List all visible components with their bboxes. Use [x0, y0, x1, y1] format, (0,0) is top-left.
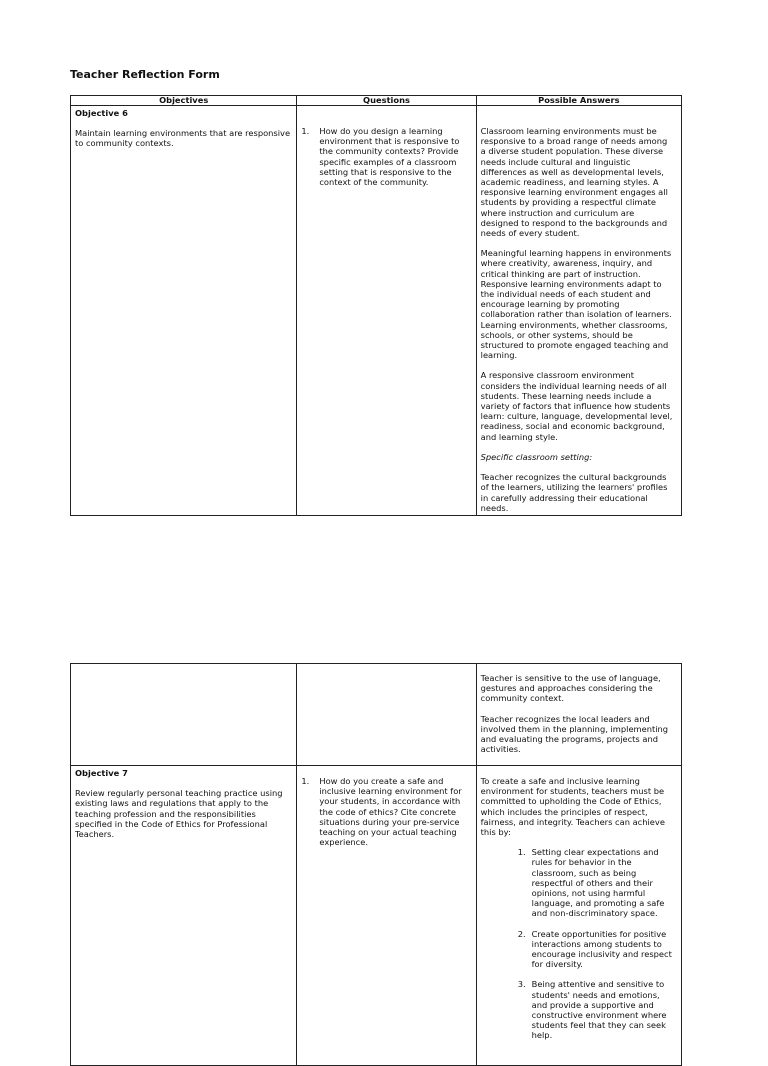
header-row: [71, 96, 682, 106]
question-text: How do you create a safe and inclusive learning environment for your students, in accordance with the code of ethics? Cite concrete situations during your pre-service teaching on your actual teaching experience.: [319, 776, 462, 848]
answer-paragraph: Teacher recognizes the local leaders and involved them in the planning, implementing and evaluating the programs, projects and activities.: [480, 713, 669, 755]
objective-7-cell: [71, 766, 297, 1066]
answer-subheading: Specific classroom setting:: [480, 451, 593, 462]
list-item: [497, 979, 677, 1040]
list-item-text: Being attentive and sensitive to students' needs and emotions, and provide a supportive and constructive environment where students feel that they can seek help.: [531, 979, 667, 1041]
form-title: Teacher Reflection Form: [70, 68, 220, 81]
answer-paragraph: Meaningful learning happens in environments where creativity, awareness, inquiry, and critical thinking are part of instruction. Responsive learning environments adapt to the individual needs of each student and encourage learning by promoting collaboration rather than isolation of learners. Learning environments, whether classrooms, schools, or other systems, should be structured to promote engaged teaching and learning.: [480, 248, 672, 361]
header-questions: Questions: [297, 96, 476, 106]
answer-paragraph: Teacher recognizes the cultural backgrounds of the learners, utilizing the learners' profiles in carefully addressing their educational needs.: [480, 472, 668, 513]
objective-6-answer-cell: [476, 106, 681, 516]
continuation-row: [71, 664, 682, 766]
objective-6-row: [71, 106, 682, 516]
objective-6-question-cell: [297, 106, 476, 516]
objective-7-answer-cell: [476, 766, 681, 1066]
question-text: How do you design a learning environment that is responsive to the community contexts? Provide specific examples of a classroom setting that is responsive to the context of the community.: [319, 126, 460, 188]
list-item-number: 2.: [517, 928, 526, 939]
answer-intro: To create a safe and inclusive learning environment for students, teachers must be committed to upholding the Code of Ethics, which includes the principles of respect, fairness, and integrity. Teachers can achieve this by:: [480, 776, 665, 838]
list-item-number: 1.: [517, 847, 526, 858]
continuation-answer-cell: [476, 664, 681, 766]
objective-6-cell: [71, 106, 297, 516]
reflection-table-page-1: [70, 95, 682, 516]
answer-paragraph: Classroom learning environments must be responsive to a broad range of needs among a diverse student population. These diverse needs include cultural and linguistic differences as well as developmental levels, academic readiness, and learning styles. A responsive learning environment engages all students by providing a respectful climate where instruction and curriculum are designed to respond to the backgrounds and needs of every student.: [480, 126, 668, 239]
objective-7-heading: Objective 7: [75, 768, 128, 778]
objective-7-row: [71, 766, 682, 1066]
question-number: 1.: [301, 126, 310, 136]
header-objectives: Objectives: [71, 96, 297, 106]
objective-6-heading: Objective 6: [75, 108, 128, 118]
header-possible-answers: Possible Answers: [476, 96, 681, 106]
objective-6-text: Maintain learning environments that are responsive to community contexts.: [75, 128, 291, 149]
list-item: [497, 929, 677, 970]
answer-list: [481, 847, 677, 1040]
objective-7-question-cell: [297, 766, 476, 1066]
list-item: [497, 847, 677, 918]
list-item-number: 3.: [517, 979, 526, 990]
empty-objective-cell: [71, 664, 297, 766]
list-item-text: Create opportunities for positive interactions among students to encourage inclusivity and respect for diversity.: [531, 928, 672, 970]
objective-6-question: [301, 126, 471, 187]
empty-question-cell: [297, 664, 476, 766]
objective-7-question: [301, 776, 471, 847]
question-number: 1.: [301, 776, 310, 786]
reflection-table-page-2: [70, 663, 682, 1066]
answer-paragraph: A responsive classroom environment considers the individual learning needs of all students. These learning needs include a variety of factors that influence how students learn: culture, language, developmental level, readiness, social and economic background, and learning style.: [480, 370, 673, 442]
list-item-text: Setting clear expectations and rules for behavior in the classroom, such as being respectful of others and their opinions, not using harmful language, and promoting a safe and non-discriminatory space.: [531, 847, 665, 919]
answer-paragraph: Teacher is sensitive to the use of language, gestures and approaches considering the community context.: [480, 673, 661, 704]
objective-7-text: Review regularly personal teaching practice using existing laws and regulations that apply to the teaching profession and the responsibilities specified in the Code of Ethics for Professional Teachers.: [75, 788, 283, 840]
